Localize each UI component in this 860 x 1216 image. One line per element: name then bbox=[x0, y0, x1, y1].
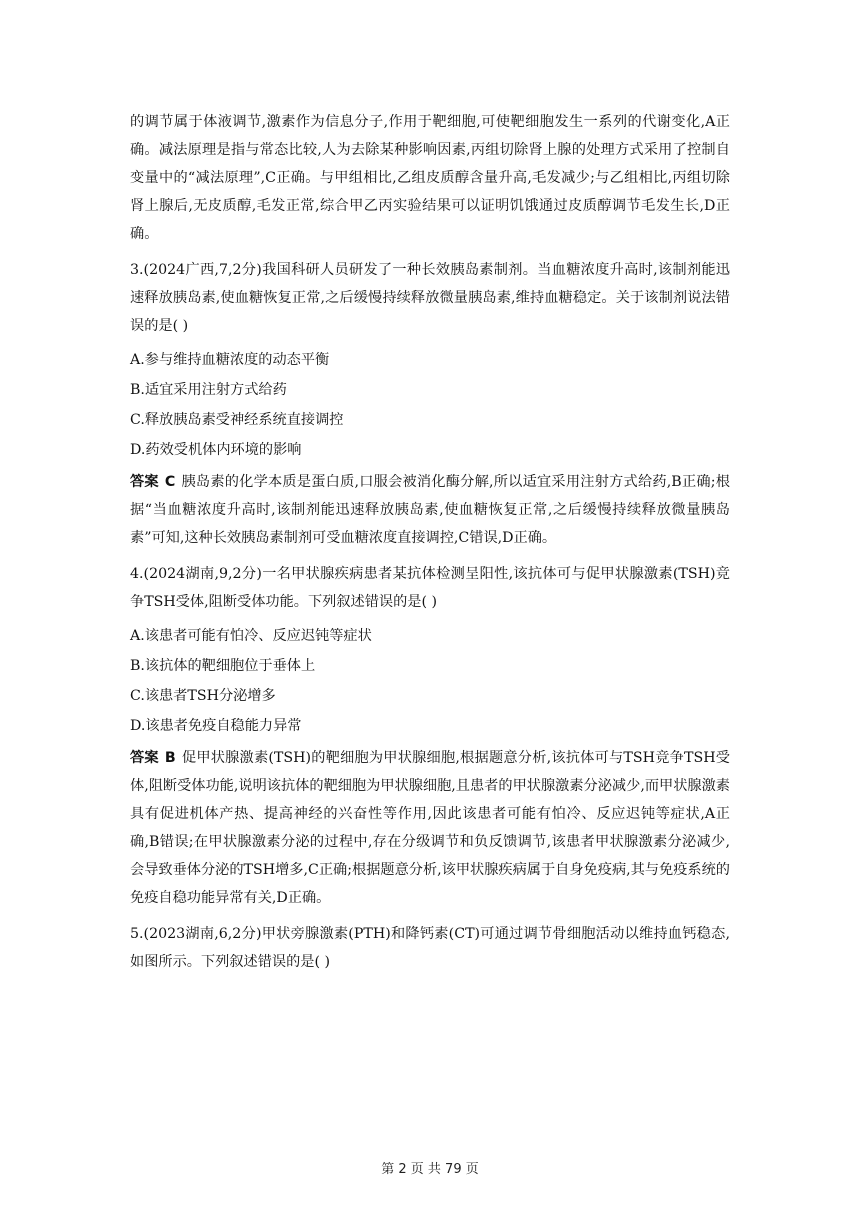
question-5 bbox=[130, 920, 730, 976]
answer-label: 答案 bbox=[130, 474, 159, 490]
answer-explanation: 促甲状腺激素(TSH)的靶细胞为甲状腺细胞,根据题意分析,该抗体可与TSH竞争TSH受体,阻断受体功能,说明该抗体的靶细胞为甲状腺细胞,且患者的甲状腺激素分泌减少,而甲状腺激素具有促进机体产热、提高神经的兴奋性等作用,因此该患者可能有怕冷、反应迟钝等症状,A正确,B错误;在甲状腺激素分泌的过程中,存在分级调节和负反馈调节,该患者甲状腺激素分泌减少,会导致垂体分泌的TSH增多,C正确;根据题意分析,该甲状腺疾病属于自身免疫病,其与免疫系统的免疫自稳功能异常有关,D正确。 bbox=[130, 750, 730, 906]
question-4-option-c: C.该患者TSH分泌增多 bbox=[130, 688, 276, 704]
question-3-option-d: D.药效受机体内环境的影响 bbox=[130, 442, 302, 458]
page-content bbox=[130, 108, 730, 984]
answer-key: B bbox=[164, 750, 176, 766]
question-4 bbox=[130, 560, 730, 912]
question-4-option-a: A.该患者可能有怕冷、反应迟钝等症状 bbox=[130, 628, 372, 644]
answer-key: C bbox=[164, 474, 176, 490]
question-4-option-b: B.该抗体的靶细胞位于垂体上 bbox=[130, 658, 316, 674]
answer-explanation: 胰岛素的化学本质是蛋白质,口服会被消化酶分解,所以适宜采用注射方式给药,B正确;根据“当血糖浓度升高时,该制剂能迅速释放胰岛素,使血糖恢复正常,之后缓慢持续释放微量胰岛素”可知,这种长效胰岛素制剂可受血糖浓度直接调控,C错误,D正确。 bbox=[130, 474, 730, 546]
intro-paragraph: 的调节属于体液调节,激素作为信息分子,作用于靶细胞,可使靶细胞发生一系列的代谢变化,A正确。减法原理是指与常态比较,人为去除某种影响因素,丙组切除肾上腺的处理方式采用了控制自变量中的“减法原理”,C正确。与甲组相比,乙组皮质醇含量升高,毛发减少;与乙组相比,丙组切除肾上腺后,无皮质醇,毛发正常,综合甲乙丙实验结果可以证明饥饿通过皮质醇调节毛发生长,D正确。 bbox=[130, 114, 730, 242]
question-4-stem: 4.(2024湖南,9,2分)一名甲状腺疾病患者某抗体检测呈阳性,该抗体可与促甲状腺激素(TSH)竞争TSH受体,阻断受体功能。下列叙述错误的是( ) bbox=[130, 566, 730, 610]
page-footer: 第 2 页 共 79 页 bbox=[381, 1162, 479, 1177]
answer-label: 答案 bbox=[130, 750, 159, 766]
question-3-answer bbox=[130, 468, 730, 552]
question-5-stem: 5.(2023湖南,6,2分)甲状旁腺激素(PTH)和降钙素(CT)可通过调节骨细胞活动以维持血钙稳态,如图所示。下列叙述错误的是( ) bbox=[130, 926, 730, 970]
question-3-option-b: B.适宜采用注射方式给药 bbox=[130, 382, 287, 398]
question-3-stem: 3.(2024广西,7,2分)我国科研人员研发了一种长效胰岛素制剂。当血糖浓度升高时,该制剂能迅速释放胰岛素,使血糖恢复正常,之后缓慢持续释放微量胰岛素,维持血糖稳定。关于该制剂说法错误的是( ) bbox=[130, 262, 730, 334]
question-4-option-d: D.该患者免疫自稳能力异常 bbox=[130, 718, 302, 734]
question-3 bbox=[130, 256, 730, 552]
question-4-answer bbox=[130, 744, 730, 912]
question-3-option-a: A.参与维持血糖浓度的动态平衡 bbox=[130, 352, 330, 368]
question-3-option-c: C.释放胰岛素受神经系统直接调控 bbox=[130, 412, 344, 428]
